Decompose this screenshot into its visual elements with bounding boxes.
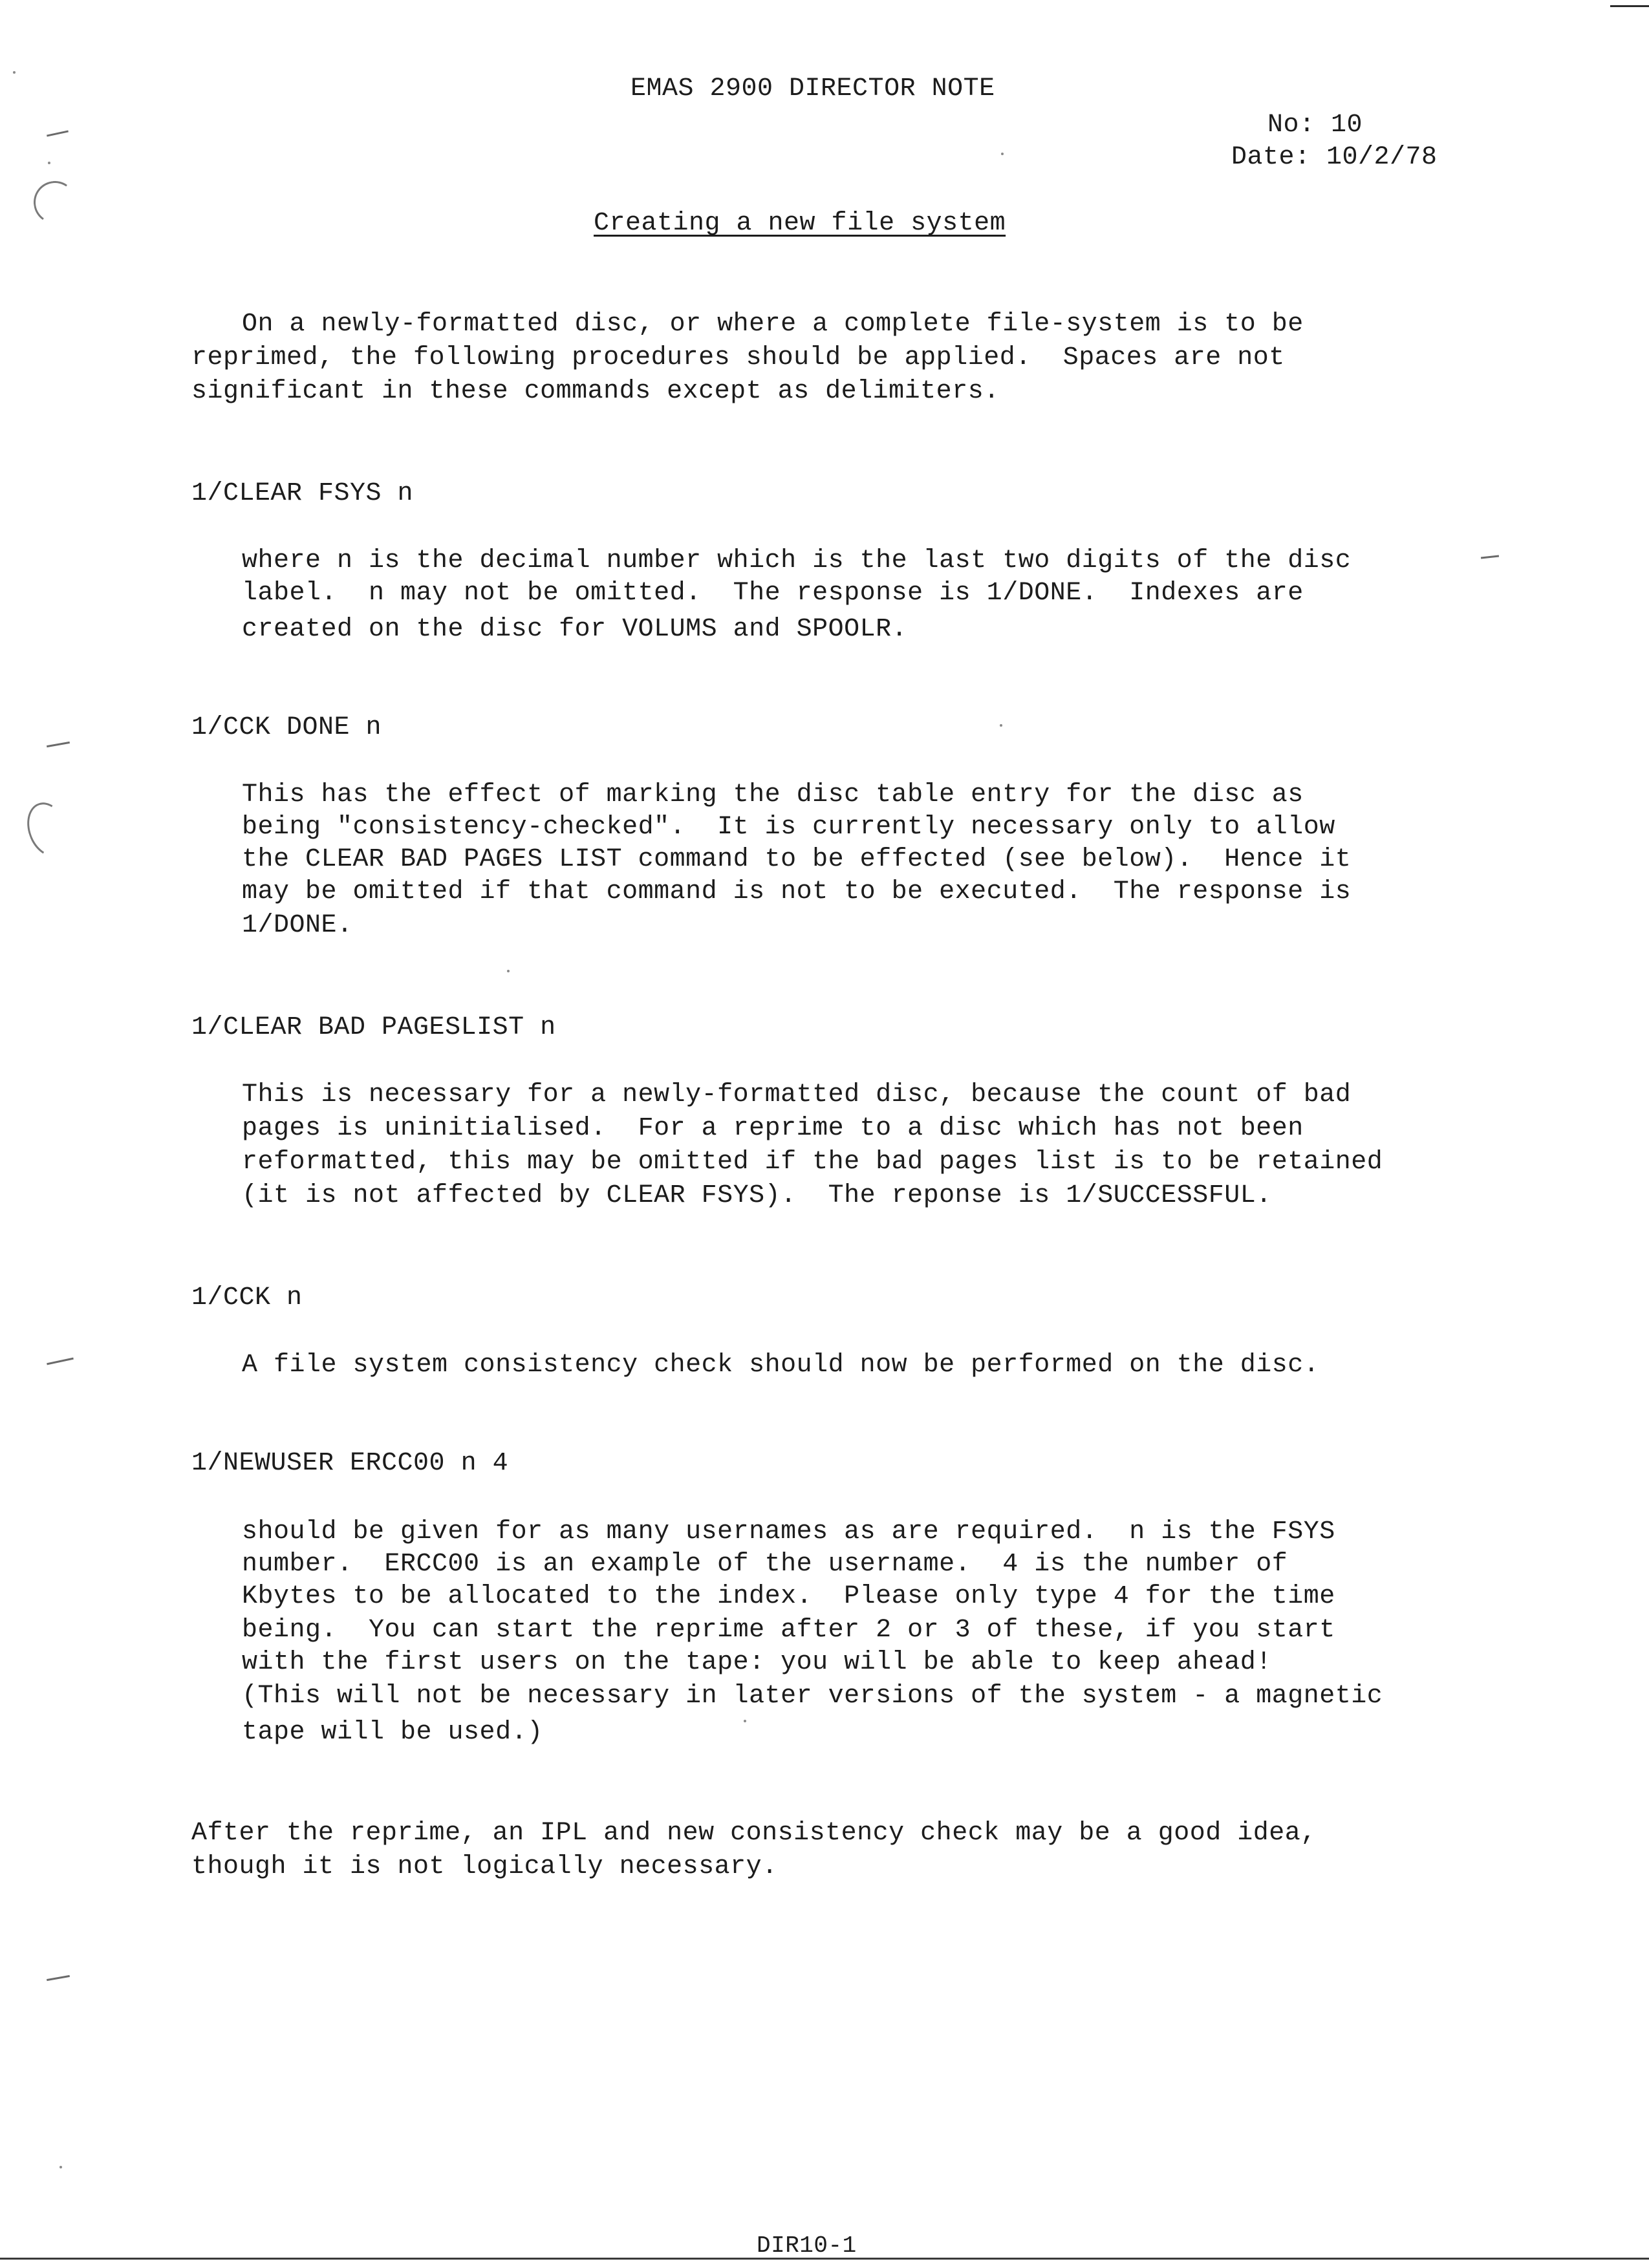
step-line: 1/DONE. xyxy=(242,911,353,940)
document-title: EMAS 2900 DIRECTOR NOTE xyxy=(630,74,995,103)
step-line: with the first users on the tape: you will be able to keep ahead! xyxy=(242,1648,1272,1677)
command-clear-fsys: 1/CLEAR FSYS n xyxy=(191,479,414,508)
step-line: created on the disc for VOLUMS and SPOOLR. xyxy=(242,615,908,644)
step-line: (This will not be necessary in later versions of the system - a magnetic xyxy=(242,1682,1383,1711)
step-line: the CLEAR BAD PAGES LIST command to be effected (see below). Hence it xyxy=(242,845,1352,874)
step-line: A file system consistency check should now be performed on the disc. xyxy=(242,1351,1320,1380)
intro-line: On a newly-formatted disc, or where a complete file-system is to be xyxy=(242,310,1304,339)
scan-mark xyxy=(47,130,69,136)
page-reference: DIR10-1 xyxy=(757,2232,857,2259)
top-edge-line xyxy=(1610,5,1649,7)
scan-speck xyxy=(1000,724,1002,727)
closing-line: After the reprime, an IPL and new consistency check may be a good idea, xyxy=(191,1819,1317,1848)
step-line: number. ERCC00 is an example of the username. 4 is the number of xyxy=(242,1550,1288,1579)
step-line: pages is uninitialised. For a reprime to a disc which has not been xyxy=(242,1114,1304,1143)
scan-speck xyxy=(1001,153,1004,155)
command-cck-done: 1/CCK DONE n xyxy=(191,713,382,742)
closing-line: though it is not logically necessary. xyxy=(191,1852,778,1881)
scan-speck xyxy=(507,970,510,972)
step-line: may be omitted if that command is not to be executed. The response is xyxy=(242,877,1352,906)
step-line: label. n may not be omitted. The response is 1/DONE. Indexes are xyxy=(242,579,1304,608)
step-line: being "consistency-checked". It is currently necessary only to allow xyxy=(242,813,1335,842)
scan-mark xyxy=(30,178,80,227)
scan-speck xyxy=(13,71,16,74)
scan-mark xyxy=(47,1358,74,1365)
scan-speck xyxy=(59,2166,62,2168)
step-line: where n is the decimal number which is the last two digits of the disc xyxy=(242,546,1352,575)
scan-mark xyxy=(47,742,70,747)
step-line: reformatted, this may be omitted if the bad pages list is to be retained xyxy=(242,1148,1383,1177)
step-line: should be given for as many usernames as are required. n is the FSYS xyxy=(242,1517,1335,1546)
scan-mark xyxy=(1481,555,1499,559)
command-clear-bad-pageslist: 1/CLEAR BAD PAGESLIST n xyxy=(191,1013,556,1042)
step-line: This has the effect of marking the disc table entry for the disc as xyxy=(242,780,1304,809)
step-line: This is necessary for a newly-formatted disc, because the count of bad xyxy=(242,1080,1352,1109)
scan-mark xyxy=(20,797,76,862)
intro-line: reprimed, the following procedures should be applied. Spaces are not xyxy=(191,343,1285,372)
step-line: being. You can start the reprime after 2 or 3 of these, if you start xyxy=(242,1616,1335,1645)
intro-line: significant in these commands except as delimiters. xyxy=(191,377,1000,406)
command-newuser: 1/NEWUSER ERCC00 n 4 xyxy=(191,1449,509,1478)
command-cck: 1/CCK n xyxy=(191,1283,303,1312)
scan-mark xyxy=(47,1975,70,1981)
scan-speck xyxy=(48,162,50,164)
scan-speck xyxy=(744,1720,746,1722)
page-heading: Creating a new file system xyxy=(594,209,1006,238)
step-line: Kbytes to be allocated to the index. Please only type 4 for the time xyxy=(242,1582,1335,1611)
note-number: No: 10 xyxy=(1267,111,1363,140)
note-date: Date: 10/2/78 xyxy=(1231,143,1438,172)
step-line: tape will be used.) xyxy=(242,1718,543,1747)
step-line: (it is not affected by CLEAR FSYS). The reponse is 1/SUCCESSFUL. xyxy=(242,1181,1272,1210)
